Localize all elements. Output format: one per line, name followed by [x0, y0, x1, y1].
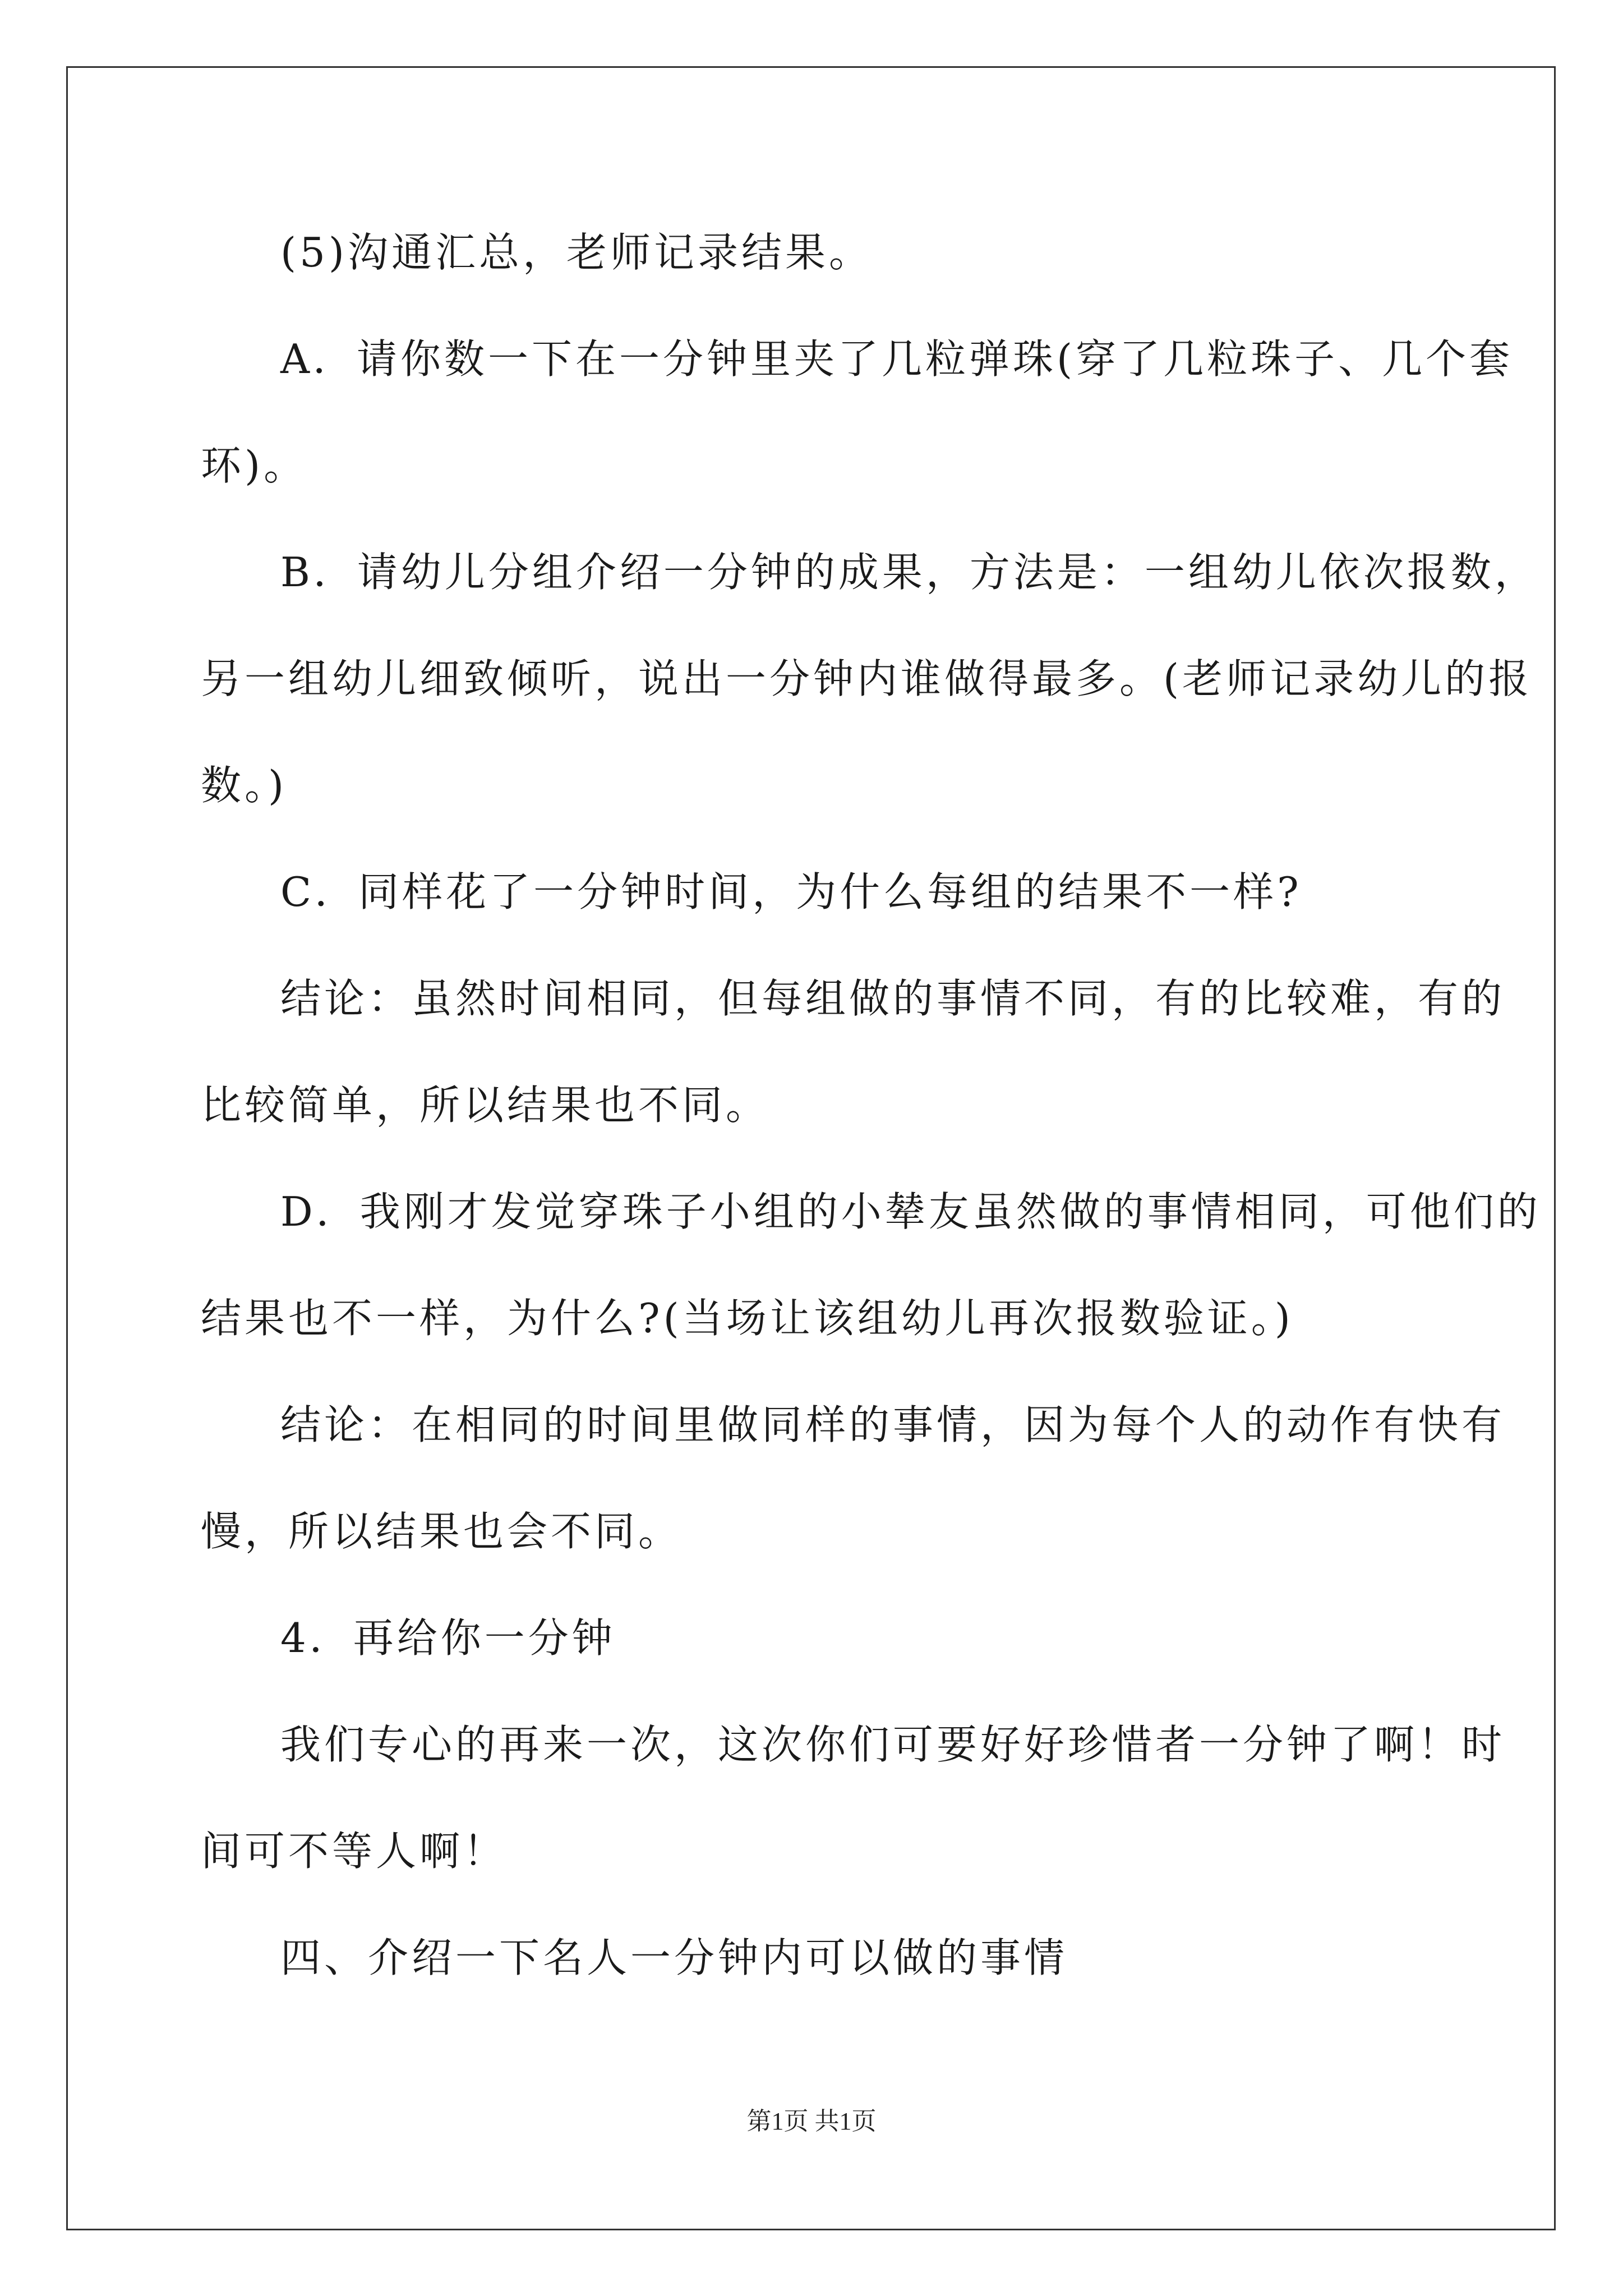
- paragraph-line: A．请你数一下在一分钟里夹了几粒弹珠(穿了几粒珠子、几个套: [280, 335, 1514, 383]
- paragraph-line: D．我刚才发觉穿珠子小组的小辇友虽然做的事情相同，可他们的: [280, 1188, 1541, 1235]
- paragraph-line: 四、介绍一下名人一分钟内可以做的事情: [280, 1934, 1068, 1981]
- paragraph-line: (5)沟通汇总，老师记录结果。: [280, 229, 873, 276]
- paragraph-line: 慢，所以结果也会不同。: [201, 1508, 683, 1555]
- paragraph-line: 结论：虽然时间相同，但每组做的事情不同，有的比较难，有的: [280, 975, 1506, 1022]
- paragraph-line: 另一组幼儿细致倾听，说出一分钟内谁做得最多。(老师记录幼儿的报: [201, 655, 1533, 702]
- paragraph-line: 结果也不一样，为什么?(当场让该组幼儿再次报数验证。): [201, 1295, 1294, 1342]
- page-border: [66, 66, 1556, 2230]
- paragraph-line: 结论：在相同的时间里做同样的事情，因为每个人的动作有快有: [280, 1401, 1506, 1448]
- paragraph-line: C．同样花了一分钟时间，为什么每组的结果不一样?: [280, 868, 1302, 915]
- paragraph-line: 间可不等人啊！: [201, 1828, 508, 1875]
- paragraph-line: 数。): [201, 762, 288, 809]
- paragraph-line: 环)。: [201, 442, 308, 489]
- paragraph-line: 我们专心的再来一次，这次你们可要好好珍惜者一分钟了啊！时: [280, 1721, 1506, 1768]
- page-footer: 第1页 共1页: [746, 2108, 877, 2135]
- paragraph-line: 比较简单，所以结果也不同。: [201, 1082, 770, 1129]
- paragraph-line: B．请幼儿分组介绍一分钟的成果，方法是：一组幼儿依次报数，: [280, 549, 1538, 596]
- paragraph-line: 4．再给你一分钟: [280, 1614, 616, 1662]
